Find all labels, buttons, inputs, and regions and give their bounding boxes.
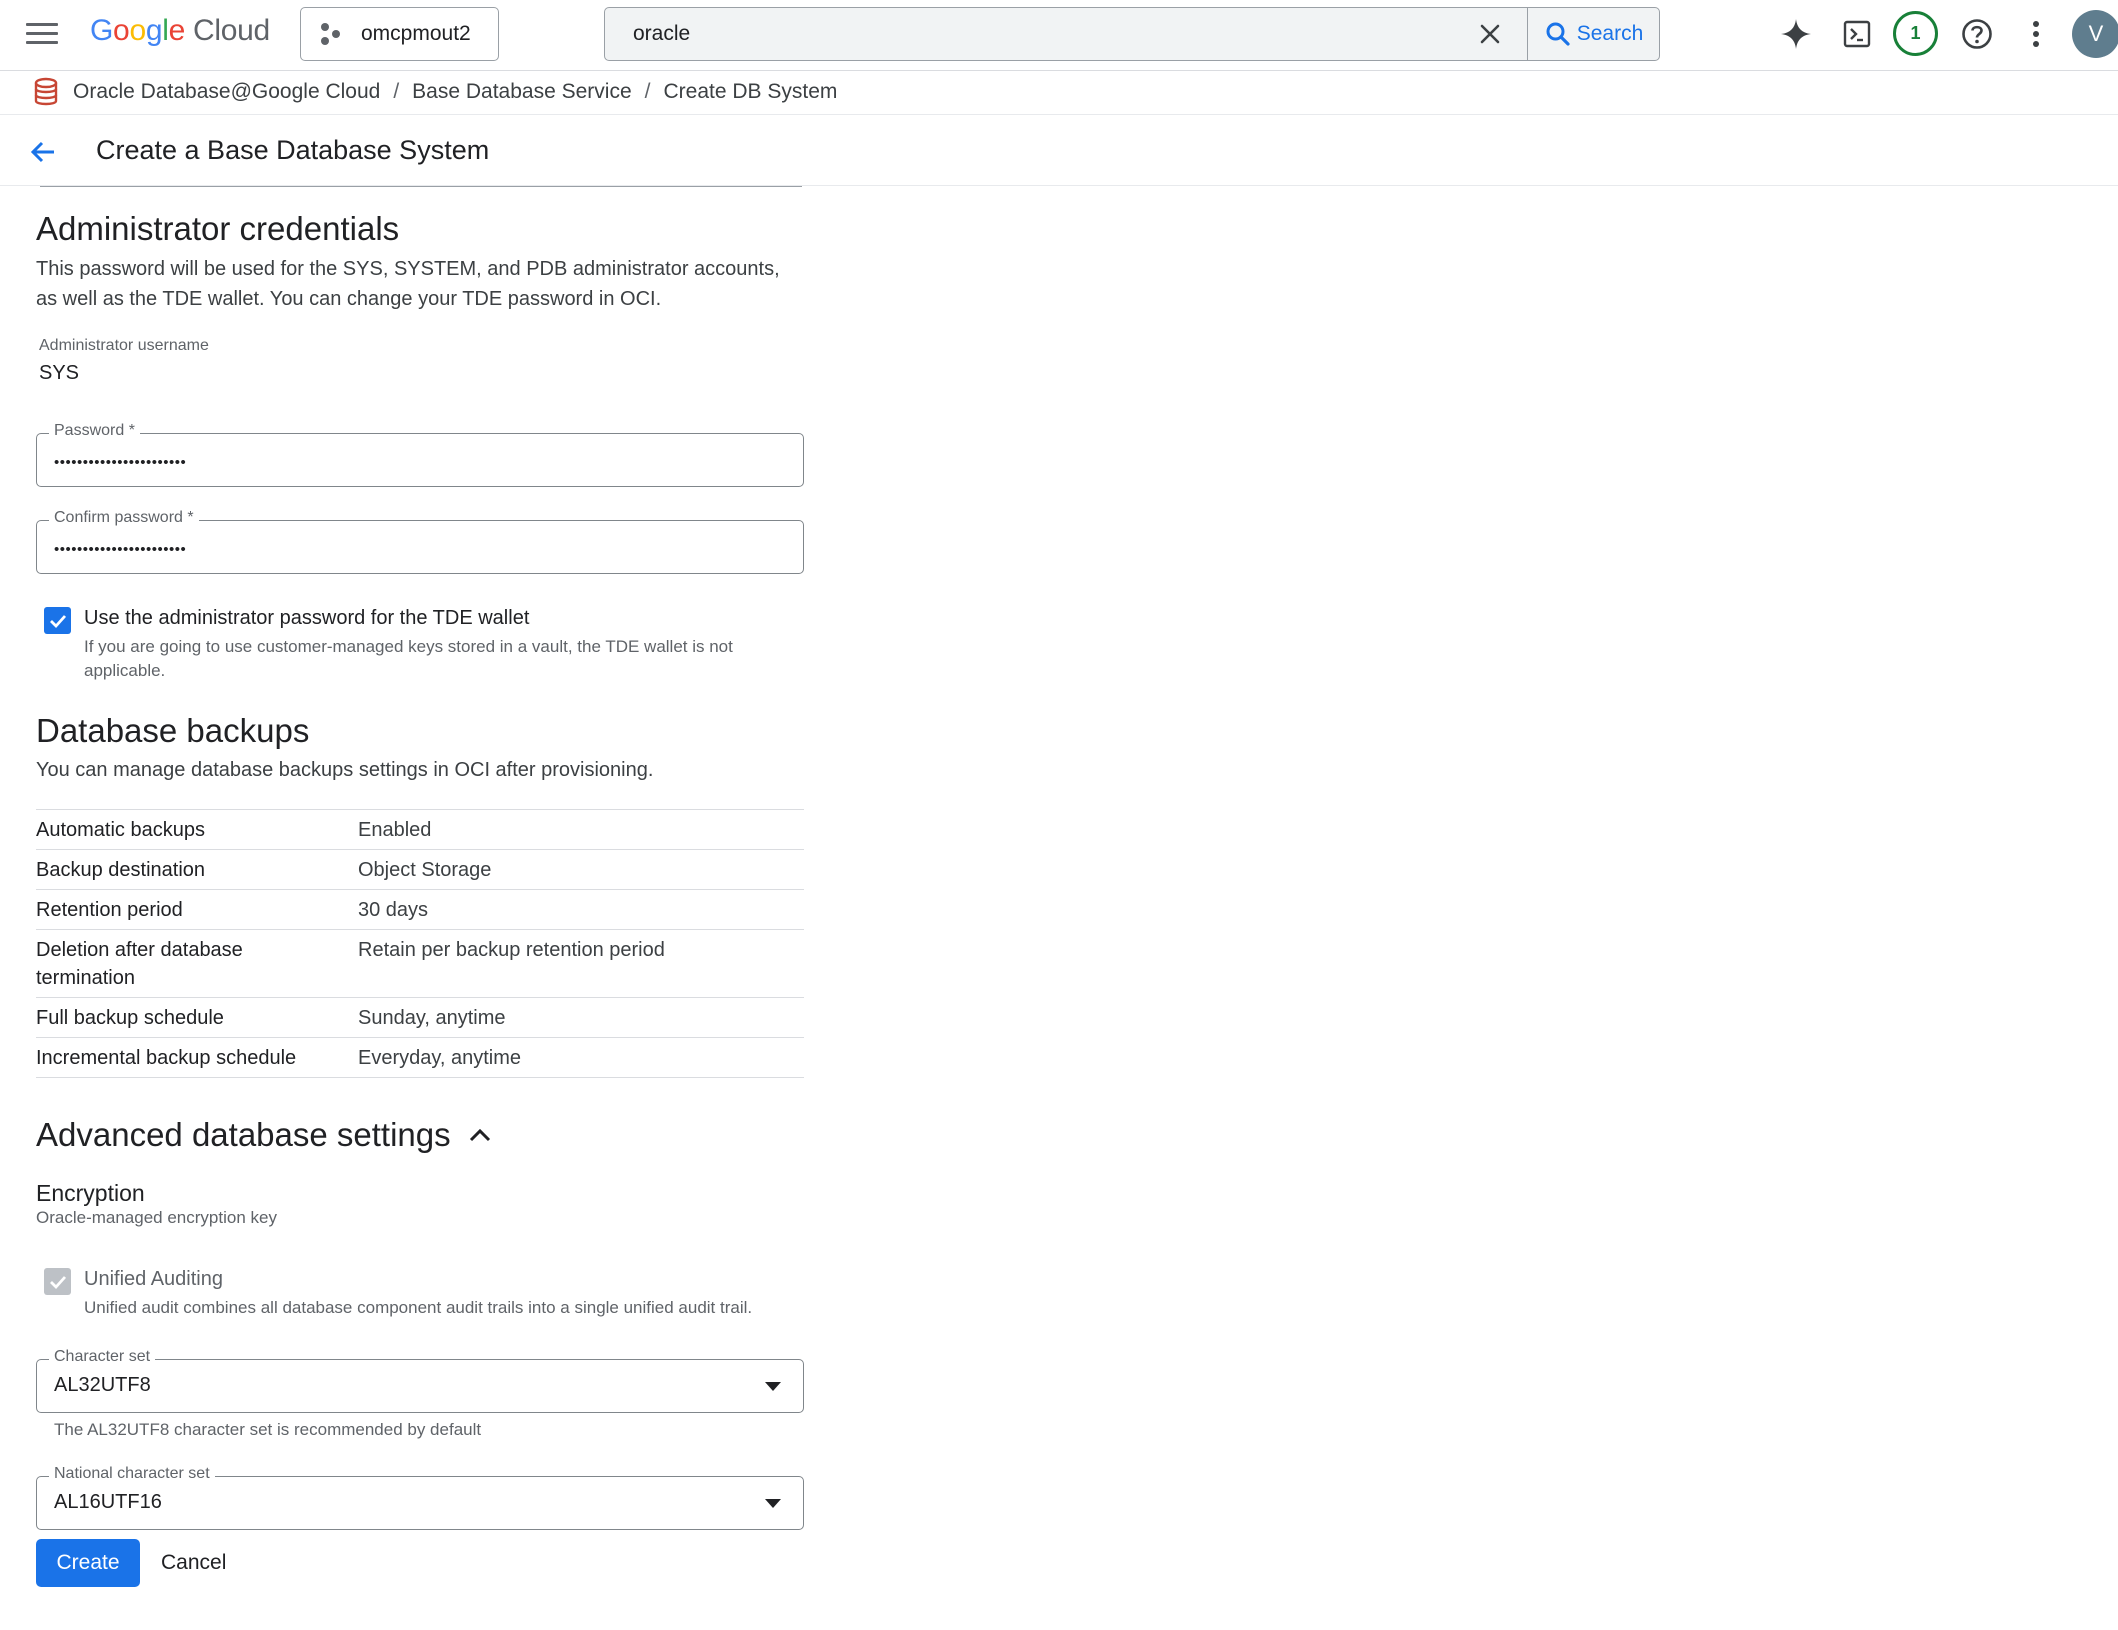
advanced-settings-heading: Advanced database settings (36, 1116, 451, 1153)
admin-credentials-description (36, 254, 780, 314)
breadcrumb (33, 76, 837, 108)
encryption-subtitle: Oracle-managed encryption key (36, 1208, 277, 1227)
tde-wallet-help (84, 635, 804, 683)
admin-credentials-heading: Administrator credentials (36, 210, 400, 247)
breadcrumb-separator: / (393, 80, 400, 103)
dropdown-arrow-icon (765, 1382, 781, 1391)
confirm-password-value[interactable]: ••••••••••••••••••••••• (54, 541, 187, 558)
arrow-back-icon[interactable] (26, 135, 60, 169)
chevron-up-icon (469, 1128, 491, 1142)
search-input[interactable] (605, 8, 1465, 60)
character-set-hint: The AL32UTF8 character set is recommended by default (54, 1420, 482, 1439)
admin-description-line2: as well as the TDE wallet. You can change your TDE password in OCI. (36, 288, 662, 310)
google-cloud-logo[interactable]: Google Cloud (90, 14, 270, 47)
avatar[interactable]: V (2072, 10, 2118, 58)
close-icon[interactable] (1477, 21, 1503, 47)
backup-settings-table (36, 809, 804, 1078)
backup-key: Incremental backup schedule (36, 1038, 358, 1078)
backup-key: Automatic backups (36, 810, 358, 850)
character-set-value: AL32UTF8 (54, 1374, 151, 1396)
page-header (0, 114, 2118, 186)
database-backups-description: You can manage database backups settings in OCI after provisioning. (36, 759, 654, 781)
breadcrumb-oracle-database[interactable]: Oracle Database@Google Cloud (73, 80, 381, 103)
check-icon (48, 1272, 68, 1292)
cancel-button[interactable]: Cancel (161, 1551, 227, 1574)
backup-value: Enabled (358, 810, 804, 850)
table-row (36, 930, 804, 998)
backup-key (36, 930, 358, 998)
dropdown-arrow-icon (765, 1499, 781, 1508)
password-label: Password * (49, 422, 140, 440)
password-value[interactable]: ••••••••••••••••••••••• (54, 454, 187, 471)
backup-value: Retain per backup retention period (358, 930, 804, 998)
gemini-sparkle-icon[interactable] (1776, 14, 1816, 54)
page-title: Create a Base Database System (96, 135, 490, 165)
admin-description-line1: This password will be used for the SYS, SYSTEM, and PDB administrator accounts, (36, 258, 780, 280)
table-row (36, 810, 804, 850)
password-field[interactable] (36, 422, 804, 487)
search-icon (1545, 21, 1571, 47)
help-icon[interactable] (1957, 14, 1997, 54)
backup-key: Retention period (36, 890, 358, 930)
notifications-badge[interactable]: 1 (1893, 11, 1938, 56)
search-button-label: Search (1576, 22, 1644, 45)
database-backups-heading: Database backups (36, 712, 310, 749)
national-character-set-value: AL16UTF16 (54, 1491, 162, 1513)
unified-auditing-checkbox (44, 1268, 71, 1295)
table-row (36, 850, 804, 890)
project-picker-button[interactable] (300, 7, 499, 61)
project-icon (321, 23, 343, 45)
backup-value: Sunday, anytime (358, 998, 804, 1038)
character-set-select[interactable] (36, 1348, 804, 1413)
breadcrumb-base-database-service[interactable]: Base Database Service (412, 80, 632, 103)
backup-value: 30 days (358, 890, 804, 930)
breadcrumb-separator: / (644, 80, 651, 103)
breadcrumb-create-db-system: Create DB System (663, 80, 838, 103)
search-bar (604, 7, 1660, 61)
section-divider (40, 186, 802, 187)
table-row (36, 998, 804, 1038)
advanced-settings-toggle[interactable] (36, 1116, 491, 1154)
national-character-set-select[interactable] (36, 1465, 804, 1530)
character-set-label: Character set (49, 1348, 155, 1366)
project-name: omcpmout2 (361, 22, 471, 45)
database-icon (33, 77, 59, 107)
tde-wallet-checkbox[interactable] (44, 607, 71, 634)
logo-cloud-text: Cloud (192, 14, 270, 47)
menu-icon[interactable] (26, 20, 58, 48)
check-icon (48, 611, 68, 631)
backup-key-line2: termination (36, 967, 135, 989)
unified-auditing-label: Unified Auditing (84, 1268, 223, 1290)
backup-value: Object Storage (358, 850, 804, 890)
top-app-bar (0, 0, 2118, 71)
table-row (36, 890, 804, 930)
national-character-set-label: National character set (49, 1465, 215, 1483)
admin-username-value: SYS (39, 362, 80, 384)
backup-key: Full backup schedule (36, 998, 358, 1038)
tde-help-line1: If you are going to use customer-managed keys stored in a vault, the TDE wallet is not (84, 637, 733, 656)
unified-auditing-help: Unified audit combines all database component audit trails into a single unified audit trail. (84, 1298, 753, 1317)
more-vert-icon[interactable] (2016, 14, 2056, 54)
confirm-password-field[interactable] (36, 509, 804, 574)
table-row (36, 1038, 804, 1078)
tde-wallet-checkbox-label[interactable]: Use the administrator password for the TDE wallet (84, 607, 530, 629)
backup-key-line1: Deletion after database (36, 939, 243, 961)
create-button[interactable]: Create (36, 1539, 140, 1587)
tde-help-line2: applicable. (84, 661, 166, 680)
backup-value: Everyday, anytime (358, 1038, 804, 1078)
confirm-password-label: Confirm password * (49, 509, 199, 527)
search-button[interactable] (1528, 8, 1660, 60)
encryption-title: Encryption (36, 1180, 145, 1206)
admin-username-label: Administrator username (39, 337, 209, 354)
backup-key: Backup destination (36, 850, 358, 890)
cloud-shell-icon[interactable] (1837, 14, 1877, 54)
